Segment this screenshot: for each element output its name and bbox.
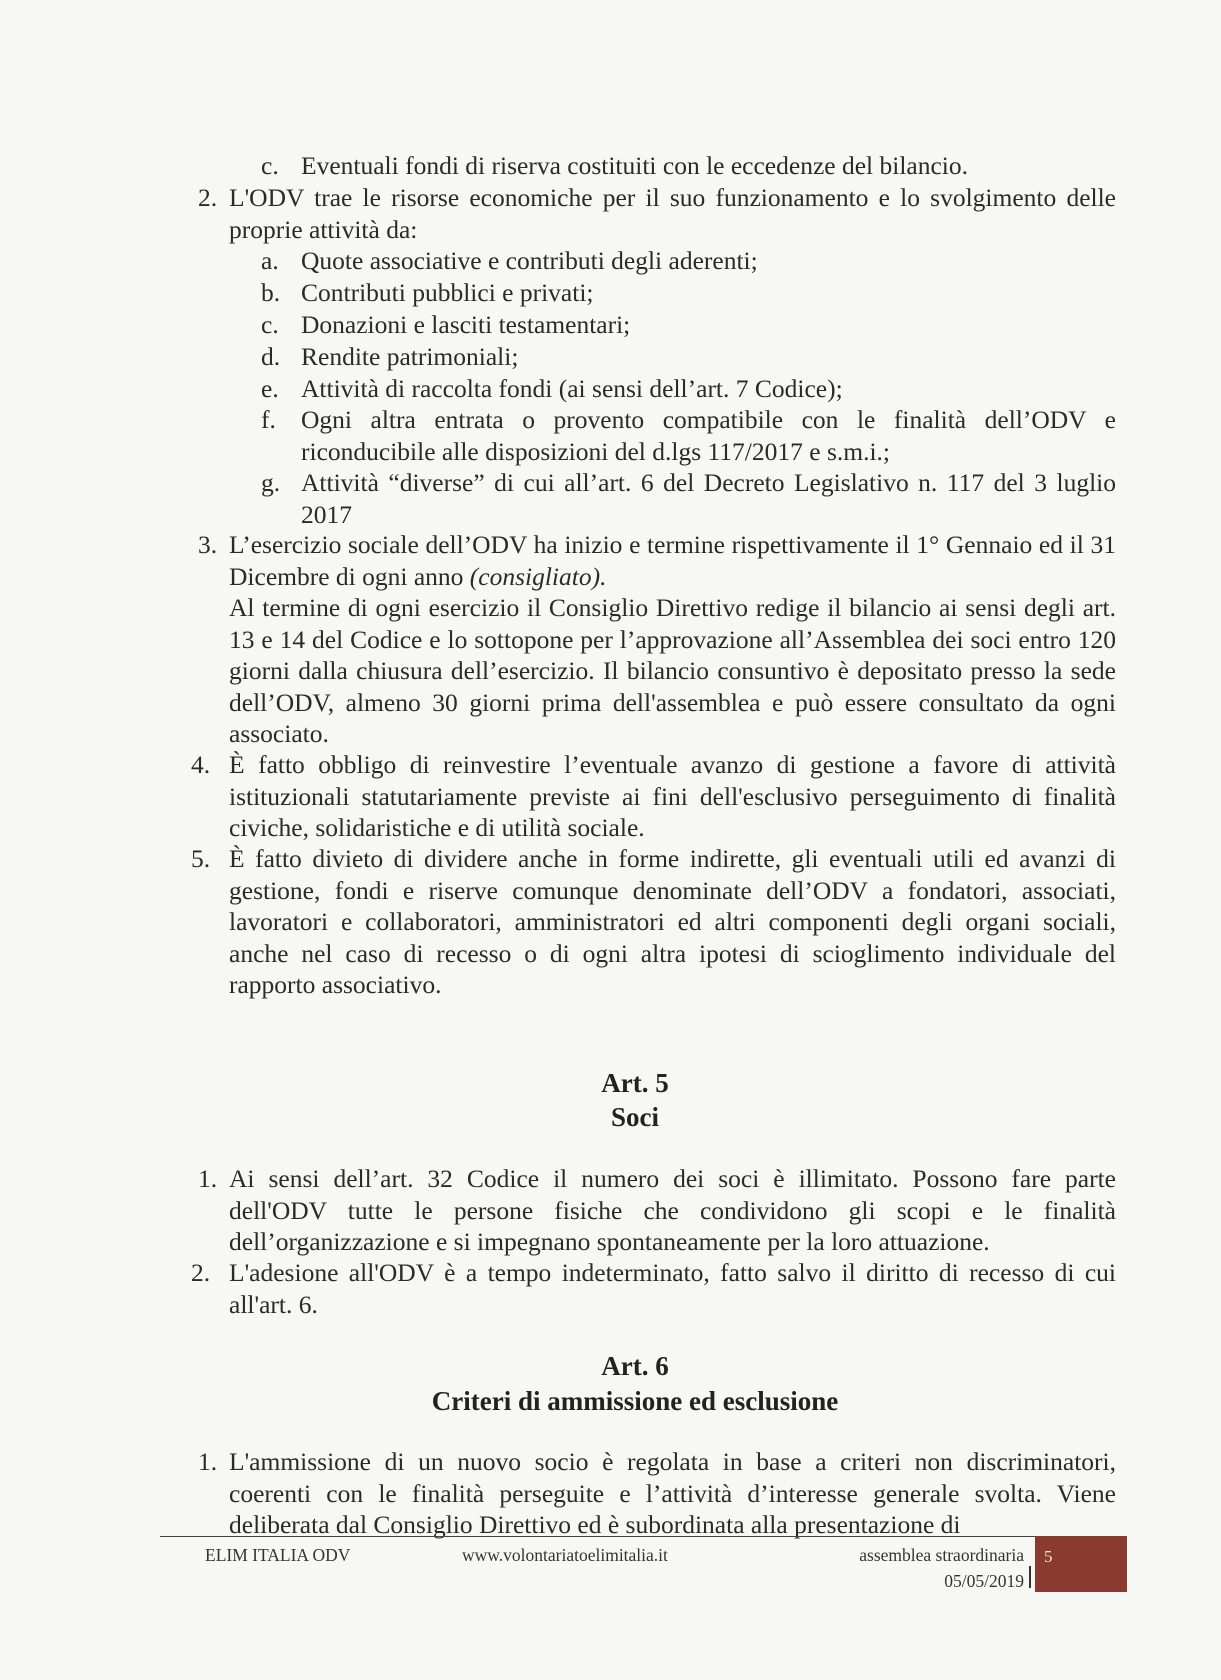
item-text: Attività “diverse” di cui all’art. 6 del Decreto Legislativo n. 117 del 3 luglio 2017: [301, 468, 1116, 529]
item-text: L'ODV trae le risorse economiche per il suo funzionamento e lo svolgimento delle proprie attività da:: [229, 183, 1116, 244]
item-number: 2.: [198, 183, 218, 212]
item-number: 1.: [198, 1164, 218, 1193]
item-number: 3.: [198, 530, 218, 559]
item-number: f.: [261, 405, 276, 434]
item-text-part: L’esercizio sociale dell’ODV ha inizio e termine rispettivamente il 1° Gennaio ed il 31 Dicembre di ogni anno: [229, 530, 1116, 591]
item-number: d.: [261, 342, 281, 371]
item-text: Rendite patrimoniali;: [301, 342, 519, 371]
item-text: Quote associative e contributi degli aderenti;: [301, 246, 758, 275]
article-number: Art. 5: [601, 1068, 669, 1098]
article-title: Soci: [610, 1102, 659, 1132]
item-text: L'adesione all'ODV è a tempo indeterminato, fatto salvo il diritto di recesso di cui all'art. 6.: [229, 1258, 1116, 1319]
footer-website: www.volontariatoelimitalia.it: [462, 1545, 668, 1565]
item-text: È fatto divieto di dividere anche in forme indirette, gli eventuali utili ed avanzi di gestione, fondi e riserve comunque denominate dell’ODV a fondatori, associati, lavoratori e collaboratori, amministratori ed altri componenti degli organi sociali, anche nel caso di recesso o di ogni altra ipotesi di scioglimento individuale del rapporto associativo.: [229, 844, 1116, 999]
article-number: Art. 6: [601, 1351, 669, 1381]
item-text: Eventuali fondi di riserva costituiti con le eccedenze del bilancio.: [301, 151, 968, 180]
item-number: b.: [261, 278, 281, 307]
footer-org: ELIM ITALIA ODV: [205, 1545, 351, 1565]
item-text: Ai sensi dell’art. 32 Codice il numero dei soci è illimitato. Possono fare parte dell'ODV tutte le persone fisiche che condividono gli scopi e le finalità dell’organizzazione e si impegnano spontaneamente per la loro attuazione.: [229, 1164, 1116, 1256]
item-text: È fatto obbligo di reinvestire l’eventuale avanzo di gestione a favore di attività istituzionali statutariamente previste ai fini dell'esclusivo perseguimento di finalità civiche, solidaristiche e di utilità sociale.: [229, 750, 1116, 842]
item-number: 4.: [191, 750, 211, 779]
item-number: e.: [261, 374, 279, 403]
footer-separator: [1029, 1566, 1031, 1588]
item-text: Ogni altra entrata o provento compatibile con le finalità dell’ODV e riconducibile alle disposizioni del d.lgs 117/2017 e s.m.i.;: [301, 405, 1116, 466]
item-text-italic: (consigliato).: [469, 561, 607, 591]
item-text: Donazioni e lasciti testamentari;: [301, 310, 631, 339]
item-number: g.: [261, 468, 281, 497]
footer-divider: [160, 1536, 1125, 1537]
item-text: [229, 529, 1116, 592]
footer-meeting: assemblea straordinaria: [859, 1545, 1024, 1565]
item-number: 5.: [191, 844, 211, 873]
article-title: Criteri di ammissione ed esclusione: [431, 1386, 839, 1416]
item-number: c.: [261, 151, 279, 180]
item-text-paragraph: Al termine di ogni esercizio il Consiglio Direttivo redige il bilancio ai sensi degli art. 13 e 14 del Codice e lo sottopone per l’approvazione all’Assemblea dei soci entro 120 giorni dalla chiusura dell’esercizio. Il bilancio consuntivo è depositato presso la sede dell’ODV, almeno 30 giorni prima dell'assemblea e può essere consultato da ogni associato.: [229, 593, 1116, 748]
item-number: 2.: [191, 1258, 211, 1287]
item-number: a.: [261, 246, 279, 275]
item-number: c.: [261, 310, 279, 339]
item-text: Contributi pubblici e privati;: [301, 278, 594, 307]
footer-date: 05/05/2019: [944, 1571, 1024, 1591]
page-number: 5: [1044, 1547, 1053, 1566]
item-number: 1.: [198, 1447, 218, 1476]
item-text: L'ammissione di un nuovo socio è regolata in base a criteri non discriminatori, coerenti con le finalità perseguite e l’attività d’interesse generale svolta. Viene deliberata dal Consiglio Direttivo ed è subordinata alla presentazione di: [229, 1447, 1116, 1539]
item-text: Attività di raccolta fondi (ai sensi dell’art. 7 Codice);: [301, 374, 843, 403]
